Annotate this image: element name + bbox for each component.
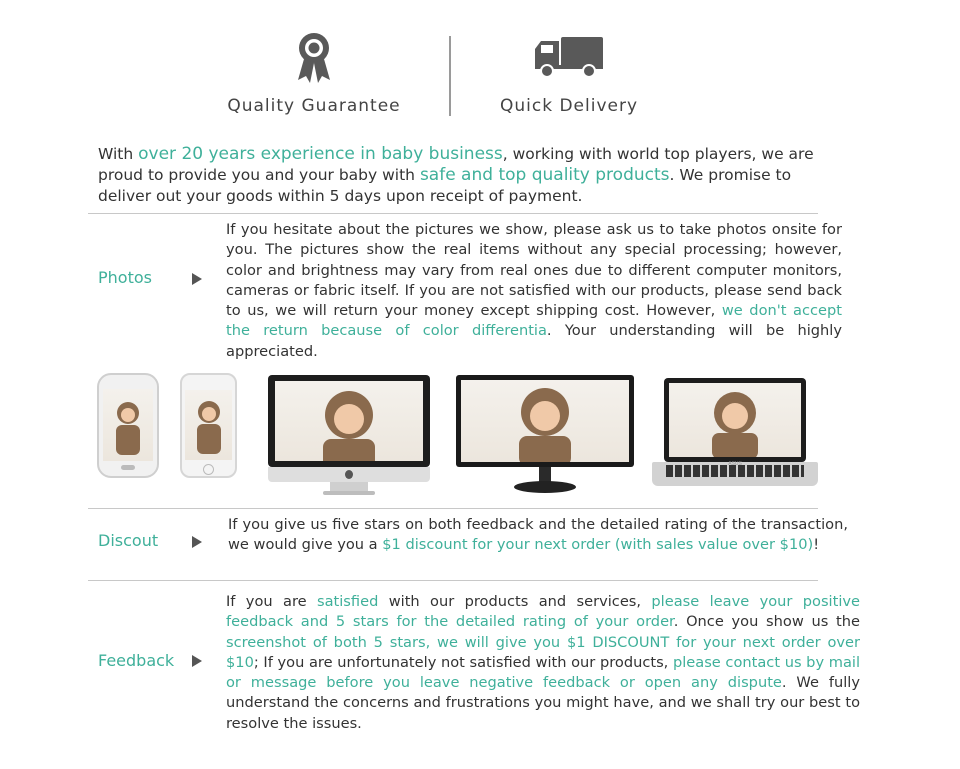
imac-monitor-image [268, 375, 430, 497]
quick-delivery-badge [484, 28, 654, 116]
section-divider [88, 580, 818, 581]
photos-label: Photos [98, 268, 152, 287]
feedback-paragraph: If you are satisfied with our products and services, please leave your positive feedback and 5 stars for the detailed rating of your order. Once you show us the screenshot of both 5 stars, we will give you $1 DISCOUNT for your next order over $10; If you are unfortunately not satisfied with our products, please contact us by mail or message before you leave negative feedback or open any dispute. We fully understand the concerns and frustrations you might have, and we shall try our best to resolve the issues. [226, 593, 860, 732]
delivery-truck-icon [484, 28, 654, 86]
award-ribbon-icon [214, 28, 414, 86]
photos-paragraph: If you hesitate about the pictures we show, please ask us to take photos onsite for you. The pictures show the real items without any special processing; however, color and brightness may vary from real ones due to different computer monitors, cameras or fabric itself. If you are not satisfied with our products, please send back to us, we will return your money except shipping cost. However, we don't accept the return because of color differentia. Your understanding will be highly appreciated. [226, 221, 842, 360]
iphone-image [180, 373, 237, 478]
quality-guarantee-badge [214, 28, 414, 116]
badge-divider [449, 36, 451, 116]
discount-label: Discout [98, 531, 159, 550]
smartphone-image [97, 373, 159, 478]
feedback-label: Feedback [98, 651, 175, 670]
section-divider [88, 508, 818, 509]
section-divider [88, 213, 818, 214]
feedback-arrow-icon [192, 655, 202, 667]
laptop-brand: ASUS [728, 461, 742, 467]
discount-paragraph: If you give us five stars on both feedback and the detailed rating of the transaction, we would give you a $1 discount for your next order (with sales value over $10)! [228, 516, 848, 554]
quality-guarantee-label: Quality Guarantee [227, 96, 401, 116]
quick-delivery-label: Quick Delivery [499, 96, 639, 116]
intro-paragraph: With over 20 years experience in baby business, working with world top players, we are proud to provide you and your baby with safe and top quality products. We promise to deliver out your goods within 5 days upon receipt of payment. [98, 144, 814, 205]
laptop-image [652, 378, 818, 492]
desktop-monitor-image [456, 375, 634, 497]
discount-arrow-icon [192, 536, 202, 548]
photos-arrow-icon [192, 273, 202, 285]
